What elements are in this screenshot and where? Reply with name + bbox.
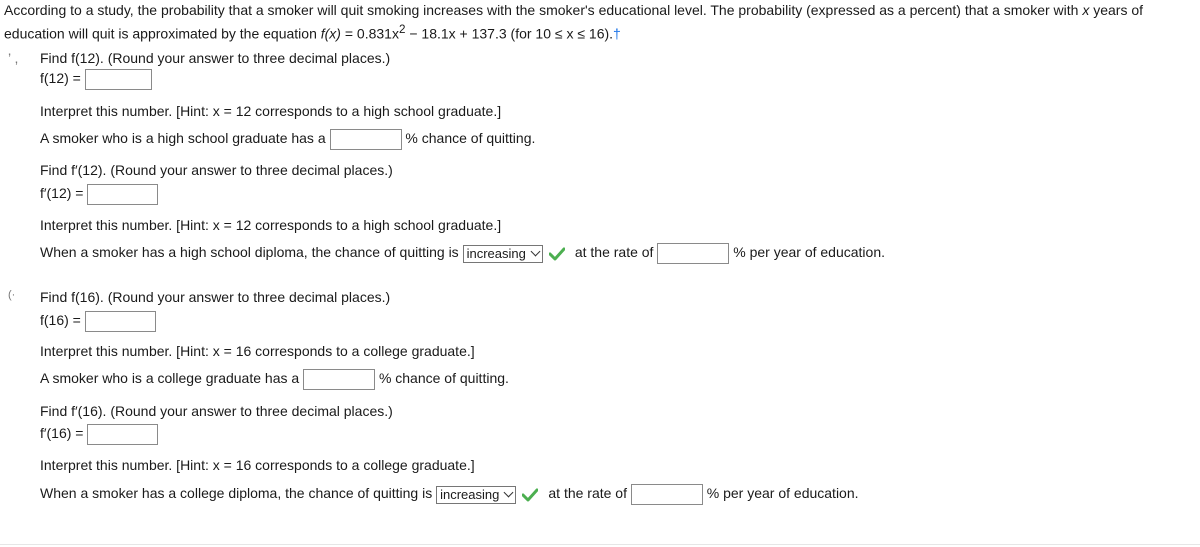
hs-rate-post: % per year of education. — [733, 244, 885, 261]
fp16-input[interactable] — [87, 424, 158, 445]
college-rate-row — [40, 484, 859, 505]
hs-chance-input[interactable] — [330, 129, 402, 150]
fp12-row — [40, 184, 158, 205]
find-fp16-prompt: Find f′(16). (Round your answer to three decimal places.) — [40, 403, 393, 419]
hs-rate-row — [40, 243, 885, 264]
f16-label: f(16) = — [40, 312, 81, 329]
college-trend-value: increasing — [440, 486, 500, 502]
hs-rate-pre: When a smoker has a high school diploma, the chance of quitting is — [40, 244, 459, 261]
equation-exponent: 2 — [398, 23, 406, 36]
intro-text-2: years of education will quit is approximated by the equation — [4, 2, 1144, 42]
college-rate-input[interactable] — [631, 484, 703, 505]
college-trend-select[interactable] — [436, 486, 516, 504]
f16-row — [40, 311, 156, 332]
intro-text-1: According to a study, the probability that a smoker will quit smoking increases with the smoker's educational level. The probability (expressed as a percent) that a smoker with — [4, 2, 1083, 18]
chevron-down-icon — [504, 488, 514, 498]
f16-input[interactable] — [85, 311, 156, 332]
college-chance-post: % chance of quitting. — [378, 370, 509, 387]
fp12-input[interactable] — [87, 184, 158, 205]
check-icon — [522, 488, 538, 502]
college-rate-pre: When a smoker has a college diploma, the chance of quitting is — [40, 485, 433, 502]
chevron-down-icon — [530, 247, 540, 257]
college-chance-row — [40, 369, 509, 390]
check-icon — [549, 247, 565, 261]
find-f12-prompt: Find f(12). (Round your answer to three decimal places.) — [40, 50, 391, 66]
equation-rest: = 0.831x — [340, 25, 399, 42]
find-fp12-prompt: Find f′(12). (Round your answer to three decimal places.) — [40, 162, 393, 178]
interpret-16-hint: Interpret this number. [Hint: x = 16 corresponds to a college graduate.] — [40, 343, 475, 359]
college-chance-input[interactable] — [303, 369, 375, 390]
college-rate-mid: at the rate of — [548, 485, 627, 502]
college-rate-post: % per year of education. — [706, 485, 859, 502]
interpret-12-hint: Interpret this number. [Hint: x = 12 corresponds to a high school graduate.] — [40, 103, 502, 119]
bottom-divider — [0, 544, 1200, 545]
f12-input[interactable] — [85, 69, 152, 90]
f12-label: f(12) = — [40, 70, 81, 87]
hs-trend-select[interactable] — [463, 245, 543, 263]
intro-var: x — [1082, 2, 1090, 18]
dagger-footnote-link[interactable]: † — [613, 25, 621, 42]
f12-row — [40, 69, 152, 90]
interpret-fp12-hint: Interpret this number. [Hint: x = 12 corresponds to a high school graduate.] — [40, 217, 502, 233]
part-b-marker: (· — [8, 289, 16, 301]
problem-statement — [4, 0, 1196, 44]
hs-rate-mid: at the rate of — [574, 244, 654, 261]
fp16-label: f′(16) = — [40, 425, 84, 442]
find-f16-prompt: Find f(16). (Round your answer to three decimal places.) — [40, 289, 391, 305]
interpret-fp16-hint: Interpret this number. [Hint: x = 16 corresponds to a college graduate.] — [40, 457, 475, 473]
hs-chance-row — [40, 129, 535, 150]
equation-tail: − 18.1x + 137.3 (for 10 ≤ x ≤ 16). — [405, 25, 614, 42]
hs-chance-pre: A smoker who is a high school graduate has a — [40, 130, 326, 147]
college-chance-pre: A smoker who is a college graduate has a — [40, 370, 300, 387]
hs-chance-post: % chance of quitting. — [405, 130, 536, 147]
fp16-row — [40, 424, 158, 445]
fp12-label: f′(12) = — [40, 185, 84, 202]
equation-fx: f(x) — [320, 25, 341, 42]
part-a-marker: ’ , — [8, 50, 19, 66]
hs-trend-value: increasing — [466, 245, 526, 261]
hs-rate-input[interactable] — [657, 243, 729, 264]
